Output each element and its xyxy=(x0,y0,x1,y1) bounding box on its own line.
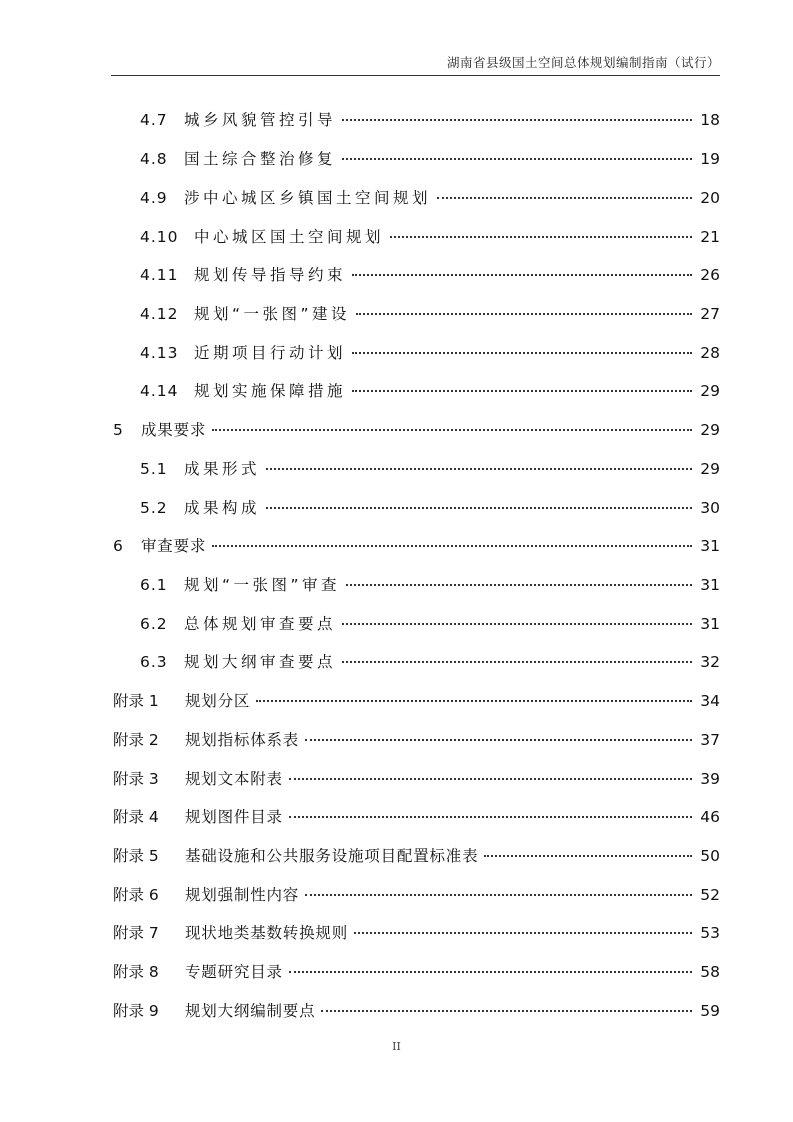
toc-leader-dots xyxy=(305,739,692,741)
toc-title: 中心城区国土空间规划 xyxy=(194,228,385,246)
toc-title: 基础设施和公共服务设施项目配置标准表 xyxy=(185,847,479,865)
toc-page: 34 xyxy=(700,692,720,710)
toc-number: 附录 3 xyxy=(113,770,159,788)
toc-entry-5-2[interactable] xyxy=(140,496,720,518)
toc-number: 附录 8 xyxy=(113,963,159,981)
toc-title: 规划指标体系表 xyxy=(185,731,300,749)
toc-entry-6-2[interactable] xyxy=(140,612,720,634)
toc-entry-6-3[interactable] xyxy=(140,650,720,672)
toc-number: 4.13 xyxy=(140,344,179,362)
toc-page: 28 xyxy=(700,344,720,362)
toc-entry-5[interactable] xyxy=(113,418,720,440)
toc-page: 53 xyxy=(700,924,720,942)
toc-title: 规划实施保障措施 xyxy=(194,382,347,400)
toc-page: 37 xyxy=(700,731,720,749)
toc-title: 专题研究目录 xyxy=(185,963,283,981)
toc-leader-dots xyxy=(289,971,692,973)
toc-page: 21 xyxy=(700,228,720,246)
toc-leader-dots xyxy=(342,158,692,160)
toc-title: 规划大纲编制要点 xyxy=(185,1002,316,1020)
toc-entry-4-9[interactable] xyxy=(140,186,720,208)
toc-title: 涉中心城区乡镇国土空间规划 xyxy=(184,189,432,207)
toc-number: 4.11 xyxy=(140,266,179,284)
toc-title: 成果构成 xyxy=(184,499,261,517)
toc-page: 26 xyxy=(700,266,720,284)
toc-title: 近期项目行动计划 xyxy=(194,344,347,362)
toc-number: 6.2 xyxy=(140,615,168,633)
toc-leader-dots xyxy=(437,197,692,199)
toc-number: 4.7 xyxy=(140,111,168,129)
toc-number: 5.2 xyxy=(140,499,168,517)
toc-entry-5-1[interactable] xyxy=(140,457,720,479)
toc-page: 31 xyxy=(700,576,720,594)
toc-number: 附录 1 xyxy=(113,692,159,710)
toc-page: 18 xyxy=(700,111,720,129)
toc-page: 58 xyxy=(700,963,720,981)
toc-number: 4.14 xyxy=(140,382,179,400)
toc-page: 50 xyxy=(700,847,720,865)
toc-number: 附录 4 xyxy=(113,808,159,826)
toc-entry-appendix-8[interactable] xyxy=(113,960,720,982)
toc-entry-6-1[interactable] xyxy=(140,573,720,595)
toc-page: 46 xyxy=(700,808,720,826)
toc-page: 52 xyxy=(700,886,720,904)
running-header: 湖南省县级国土空间总体规划编制指南（试行） xyxy=(446,55,720,70)
toc-leader-dots xyxy=(212,429,692,431)
toc-leader-dots xyxy=(342,661,692,663)
toc-leader-dots xyxy=(354,932,692,934)
toc-page: 39 xyxy=(700,770,720,788)
toc-entry-4-12[interactable] xyxy=(140,302,720,324)
toc-page: 31 xyxy=(700,615,720,633)
toc-page: 32 xyxy=(700,653,720,671)
toc-entry-appendix-5[interactable] xyxy=(113,844,720,866)
toc-entry-4-11[interactable] xyxy=(140,263,720,285)
toc-entry-4-10[interactable] xyxy=(140,225,720,247)
toc-number: 附录 6 xyxy=(113,886,159,904)
toc-entry-appendix-1[interactable] xyxy=(113,689,720,711)
toc-leader-dots xyxy=(346,584,692,586)
toc-title: 规划图件目录 xyxy=(185,808,283,826)
toc-title: 城乡风貌管控引导 xyxy=(184,111,337,129)
toc-title: 规划强制性内容 xyxy=(185,886,300,904)
toc-title: 成果形式 xyxy=(184,460,261,478)
toc-entry-appendix-2[interactable] xyxy=(113,728,720,750)
toc-number: 5 xyxy=(113,421,123,439)
toc-number: 6.1 xyxy=(140,576,168,594)
toc-entry-4-13[interactable] xyxy=(140,341,720,363)
toc-page: 29 xyxy=(700,460,720,478)
toc-leader-dots xyxy=(212,545,692,547)
toc-number: 6 xyxy=(113,537,123,555)
toc-leader-dots xyxy=(356,313,692,315)
toc-leader-dots xyxy=(484,855,692,857)
toc-leader-dots xyxy=(266,507,692,509)
toc-page: 19 xyxy=(700,150,720,168)
toc-title: 国土综合整治修复 xyxy=(184,150,337,168)
toc-entry-4-8[interactable] xyxy=(140,147,720,169)
toc-title: 规划“一张图”建设 xyxy=(194,305,351,323)
toc-number: 5.1 xyxy=(140,460,168,478)
toc-title: 总体规划审查要点 xyxy=(184,615,337,633)
toc-leader-dots xyxy=(289,816,692,818)
toc-number: 4.8 xyxy=(140,150,168,168)
toc-page: 29 xyxy=(700,421,720,439)
toc-leader-dots xyxy=(289,778,692,780)
toc-page: 20 xyxy=(700,189,720,207)
toc-title: 规划传导指导约束 xyxy=(194,266,347,284)
toc-entry-4-7[interactable] xyxy=(140,108,720,130)
toc-entry-appendix-7[interactable] xyxy=(113,921,720,943)
toc-title: 现状地类基数转换规则 xyxy=(185,924,349,942)
toc-entry-4-14[interactable] xyxy=(140,379,720,401)
toc-leader-dots xyxy=(352,352,692,354)
toc-page: 59 xyxy=(700,1002,720,1020)
toc-title: 成果要求 xyxy=(141,421,207,439)
page-number: II xyxy=(392,1040,401,1053)
toc-number: 附录 2 xyxy=(113,731,159,749)
toc-leader-dots xyxy=(321,1010,692,1012)
toc-number: 6.3 xyxy=(140,653,168,671)
toc-leader-dots xyxy=(256,700,692,702)
toc-title: 规划文本附表 xyxy=(185,770,283,788)
toc-number: 4.9 xyxy=(140,189,168,207)
toc-leader-dots xyxy=(390,236,692,238)
toc-entry-appendix-3[interactable] xyxy=(113,767,720,789)
toc-entry-appendix-9[interactable] xyxy=(113,999,720,1021)
toc-number: 附录 7 xyxy=(113,924,159,942)
toc-page: 30 xyxy=(700,499,720,517)
toc-page: 29 xyxy=(700,382,720,400)
header-rule xyxy=(111,75,720,76)
toc-title: 规划“一张图”审查 xyxy=(184,576,341,594)
toc-title: 规划大纲审查要点 xyxy=(184,653,337,671)
toc-title: 规划分区 xyxy=(185,692,251,710)
toc-entry-appendix-6[interactable] xyxy=(113,883,720,905)
toc-page: 31 xyxy=(700,537,720,555)
toc-page: 27 xyxy=(700,305,720,323)
toc-entry-appendix-4[interactable] xyxy=(113,805,720,827)
toc-leader-dots xyxy=(352,390,692,392)
toc-number: 附录 5 xyxy=(113,847,159,865)
toc-leader-dots xyxy=(305,894,692,896)
toc-leader-dots xyxy=(342,623,692,625)
toc-leader-dots xyxy=(352,274,692,276)
toc-leader-dots xyxy=(266,468,692,470)
toc-entry-6[interactable] xyxy=(113,534,720,556)
toc-number: 4.12 xyxy=(140,305,179,323)
toc-title: 审查要求 xyxy=(141,537,207,555)
toc-number: 4.10 xyxy=(140,228,179,246)
toc-leader-dots xyxy=(342,119,692,121)
toc-number: 附录 9 xyxy=(113,1002,159,1020)
